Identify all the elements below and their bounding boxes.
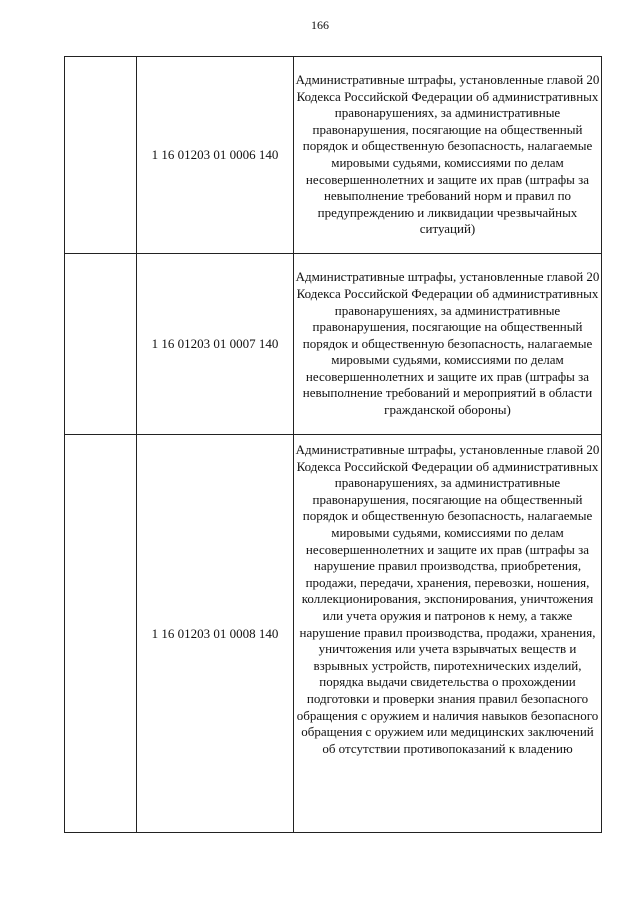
description-cell: Административные штрафы, установленные главой 20 Кодекса Российской Федерации об административных правонарушениях, за административные правонарушения, посягающие на общественный порядок и общественную безопасность, налагаемые мировыми судьями, комиссиями по делам несовершеннолетних и защите их прав (штрафы за нарушение правил производства, приобретения, продажи, передачи, хранения, перевозки, ношения, коллекционирования, экспонирования, уничтожения или учета оружия и патронов к нему, а также нарушение правил производства, продажи, хранения, уничтожения или учета взрывчатых веществ и взрывных устройств, пиротехнических изделий, порядка выдачи свидетельства о прохождении подготовки и проверки знания правил безопасного обращения с оружием и наличия навыков безопасного обращения с оружием или медицинских заключений об отсутствии противопоказаний к владению	[294, 435, 602, 833]
empty-cell	[65, 57, 137, 254]
table-row	[65, 254, 602, 435]
page-number: 166	[311, 18, 329, 32]
description-cell: Административные штрафы, установленные главой 20 Кодекса Российской Федерации об административных правонарушениях, за административные правонарушения, посягающие на общественный порядок и общественную безопасность, налагаемые мировыми судьями, комиссиями по делам несовершеннолетних и защите их прав (штрафы за невыполнение требований и мероприятий в области гражданской обороны)	[294, 254, 602, 435]
table-row	[65, 57, 602, 254]
empty-cell	[65, 254, 137, 435]
budget-code-cell: 1 16 01203 01 0008 140	[137, 435, 294, 833]
table-row	[65, 435, 602, 833]
fines-table	[64, 56, 602, 833]
description-cell: Административные штрафы, установленные главой 20 Кодекса Российской Федерации об административных правонарушениях, за административные правонарушения, посягающие на общественный порядок и общественную безопасность, налагаемые мировыми судьями, комиссиями по делам несовершеннолетних и защите их прав (штрафы за невыполнение требований норм и правил по предупреждению и ликвидации чрезвычайных ситуаций)	[294, 57, 602, 254]
budget-code-cell: 1 16 01203 01 0007 140	[137, 254, 294, 435]
empty-cell	[65, 435, 137, 833]
budget-code-cell: 1 16 01203 01 0006 140	[137, 57, 294, 254]
